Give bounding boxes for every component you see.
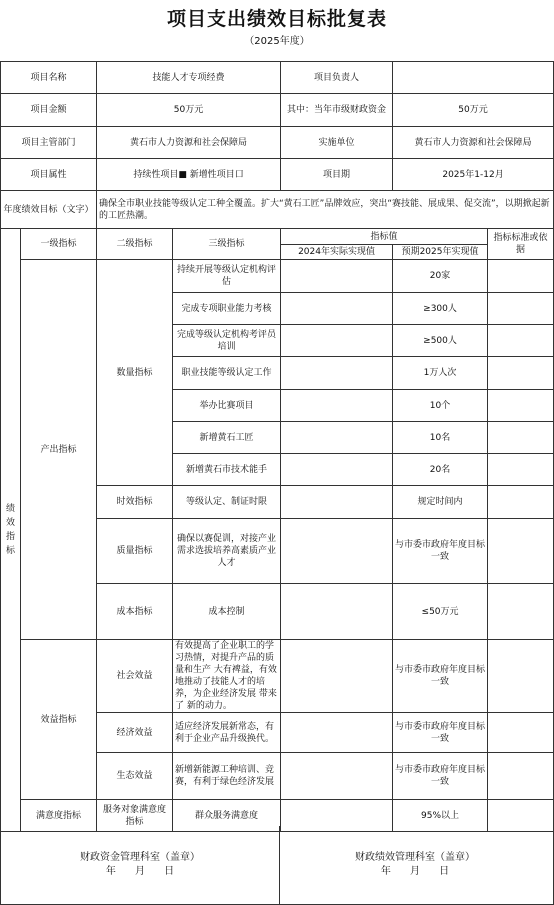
qty-name: 持续开展等级认定机构评估 [173,260,281,293]
time-indicator-label: 时效指标 [97,486,173,519]
attr-value: 持续性项目■ 新增性项目口 [97,159,281,191]
qty-2024 [281,422,393,454]
satisfaction-indicator-label: 满意度指标 [21,800,97,832]
table-row [1,640,554,713]
satisfaction-name: 群众服务满意度 [173,800,281,832]
qty-2025: 20家 [393,260,488,293]
row-attr [1,159,554,191]
eco-basis [488,753,554,800]
quality-indicator-label: 质量指标 [97,519,173,584]
eco-effect-label: 生态效益 [97,753,173,800]
social-2025: 与市委市政府年度目标一致 [393,640,488,713]
social-2024 [281,640,393,713]
qty-2024 [281,293,393,325]
quantity-indicator-label: 数量指标 [97,260,173,486]
qty-basis [488,325,554,357]
dept-value: 黄石市人力资源和社会保障局 [97,127,281,159]
qty-2025: ≥300人 [393,293,488,325]
eco-2024 [281,753,393,800]
goal-text: 确保全市职业技能等级认定工种全覆盖。扩大“黄石工匠”品牌效应，突出“赛技能、展成果、促交流”，以期掀起新的工匠热潮。 [97,191,554,229]
qty-basis [488,293,554,325]
econ-basis [488,713,554,753]
actual-2024-header: 2024年实际实现值 [281,245,393,260]
attr-label: 项目属性 [1,159,97,191]
basis-header: 指标标准或依据 [488,229,554,260]
qty-2024 [281,260,393,293]
finance-perf-office-date: 年 月 日 [380,866,450,877]
satisfaction-2024 [281,800,393,832]
qty-basis [488,454,554,486]
satisfaction-basis [488,800,554,832]
qty-2024 [281,454,393,486]
cost-name: 成本控制 [173,584,281,640]
impl-label: 实施单位 [281,127,393,159]
finance-fund-office-date: 年 月 日 [105,866,175,877]
fiscal-value: 50万元 [393,94,554,127]
qty-name: 举办比赛项目 [173,390,281,422]
time-2024 [281,486,393,519]
finance-fund-office-signature [20,851,260,879]
eco-2025: 与市委市政府年度目标一致 [393,753,488,800]
social-effect-label: 社会效益 [97,640,173,713]
page-title: 项目支出绩效目标批复表 [166,8,387,30]
amount-value: 50万元 [97,94,281,127]
output-indicator-label: 产出指标 [21,260,97,640]
qty-2025: 20名 [393,454,488,486]
qty-name: 职业技能等级认定工作 [173,357,281,390]
qty-2025: 10个 [393,390,488,422]
row-project-name [1,62,554,94]
row-dept [1,127,554,159]
time-2025: 规定时间内 [393,486,488,519]
econ-effect-label: 经济效益 [97,713,173,753]
period-value: 2025年1-12月 [393,159,554,191]
quality-basis [488,519,554,584]
qty-basis [488,260,554,293]
qty-name: 完成等级认定机构考评员培训 [173,325,281,357]
qty-2025: ≥500人 [393,325,488,357]
qty-name: 完成专项职业能力考核 [173,293,281,325]
quality-name: 确保以赛促训，对接产业需求选拔培养高素质产业人才 [173,519,281,584]
row-indicator-header [1,229,554,245]
owner-value [393,62,554,94]
finance-perf-office-signature [295,851,535,879]
owner-label: 项目负责人 [281,62,393,94]
row-goal [1,191,554,229]
amount-label: 项目金额 [1,94,97,127]
level1-header: 一级指标 [21,229,97,260]
time-name: 等级认定、制证时限 [173,486,281,519]
time-basis [488,486,554,519]
qty-basis [488,357,554,390]
cost-2025: ≤50万元 [393,584,488,640]
fiscal-label: 其中：当年市级财政资金 [281,94,393,127]
finance-fund-office-label: 财政资金管理科室（盖章） [80,852,200,863]
qty-2025: 1万人次 [393,357,488,390]
expected-2025-header: 预期2025年实现值 [393,245,488,260]
table-row [1,260,554,293]
qty-2025: 10名 [393,422,488,454]
qty-basis [488,390,554,422]
impl-value: 黄石市人力资源和社会保障局 [393,127,554,159]
finance-perf-office-label: 财政绩效管理科室（盖章） [355,852,475,863]
qty-2024 [281,390,393,422]
perf-indicators-side-label [1,229,21,832]
cost-2024 [281,584,393,640]
social-name: 有效提高了企业职工的学习热情，对提升产品的质量和生产 大有裨益，有效地推动了技能人才的培养，为企业经济发展 带来了 新的动力。 [173,640,281,713]
satisfaction-sub-label: 服务对象满意度指标 [97,800,173,832]
satisfaction-2025: 95%以上 [393,800,488,832]
econ-name: 适应经济发展新常态，有利于企业产品升级换代。 [173,713,281,753]
quality-2025: 与市委市政府年度目标一致 [393,519,488,584]
qty-2024 [281,357,393,390]
goal-label: 年度绩效目标（文字） [1,191,97,229]
row-amount [1,94,554,127]
sig-border-left [0,826,1,905]
side-label-text: 绩效指标 [5,504,15,556]
qty-name: 新增黄石工匠 [173,422,281,454]
eco-name: 新增新能源工种培训、竞赛，有利于绿色经济发展 [173,753,281,800]
qty-name: 新增黄石市技术能手 [173,454,281,486]
sig-divider [279,826,280,905]
value-header: 指标值 [281,229,488,245]
quality-2024 [281,519,393,584]
qty-basis [488,422,554,454]
social-basis [488,640,554,713]
econ-2024 [281,713,393,753]
qty-2024 [281,325,393,357]
econ-2025: 与市委市政府年度目标一致 [393,713,488,753]
approval-table [0,61,554,832]
cost-indicator-label: 成本指标 [97,584,173,640]
project-name-value: 技能人才专项经费 [97,62,281,94]
cost-basis [488,584,554,640]
level3-header: 三级指标 [173,229,281,260]
dept-label: 项目主管部门 [1,127,97,159]
period-label: 项目期 [281,159,393,191]
project-name-label: 项目名称 [1,62,97,94]
page-subtitle-year: （2025年度） [244,36,310,47]
level2-header: 二级指标 [97,229,173,260]
effect-indicator-label: 效益指标 [21,640,97,800]
table-row [1,800,554,832]
